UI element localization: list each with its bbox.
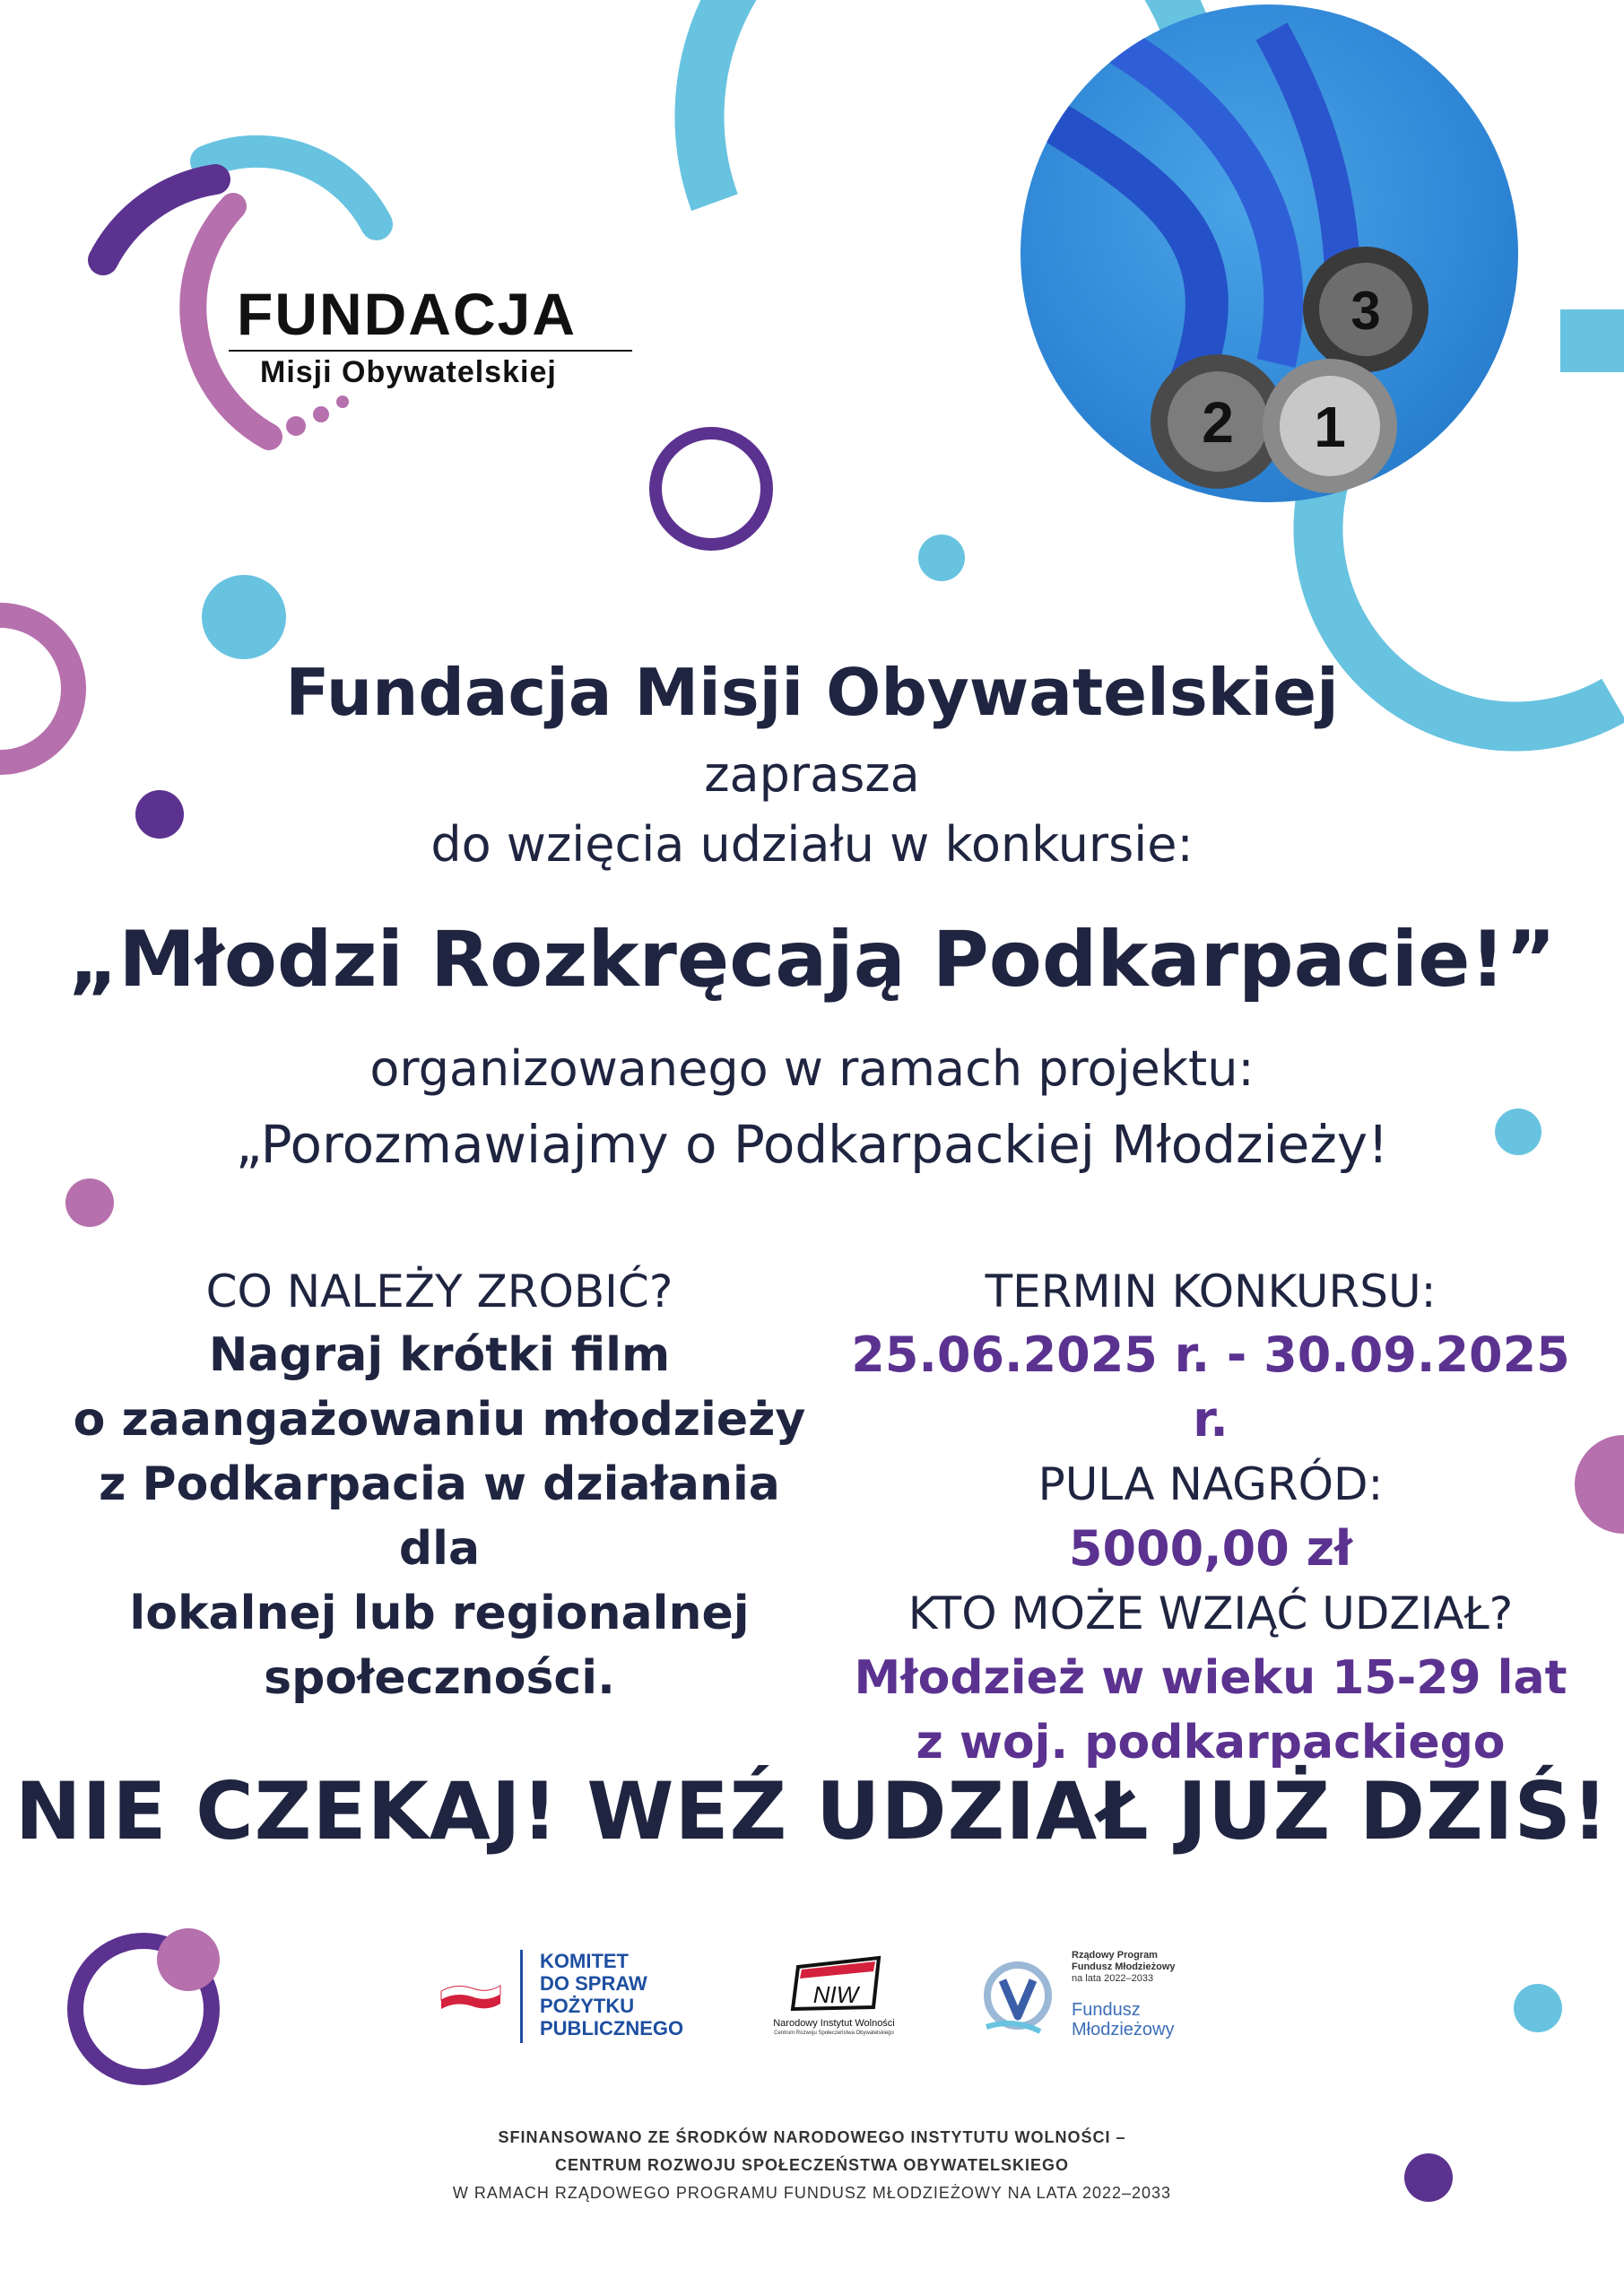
term-label: TERMIN KONKURSU: [985,1265,1437,1318]
logo-underline [229,350,632,352]
logo-dot-1 [286,416,306,436]
svg-text:2: 2 [1202,390,1234,455]
medal-3 [1303,247,1429,372]
blue-dot-4 [1514,1984,1562,2032]
prize-value: 5000,00 zł [1068,1520,1353,1577]
polish-flag-icon [439,1982,502,2009]
purple-ring [656,433,767,544]
task-line-2: o zaangażowaniu młodzieży [73,1393,806,1447]
logo-dot-2 [313,406,329,422]
fundusz-v-icon [977,1955,1058,2040]
task-question: CO NALEŻY ZROBIĆ? [205,1265,673,1318]
organized-text: organizowanego w ramach projektu: [369,1040,1255,1097]
right-blue-bar [1560,309,1624,372]
task-line-4: lokalnej lub regionalnej [129,1587,750,1640]
fundusz-logo [977,1946,1211,2045]
org-name: Fundacja Misji Obywatelskiej [285,655,1339,730]
komitet-logo [439,1946,726,2045]
niw-caption-2: Centrum Rozwoju Społeczeństwa Obywatelskiego [774,2031,894,2036]
right-pink-dot [1575,1435,1624,1534]
svg-text:NIW: NIW [812,1981,859,2008]
term-value: 25.06.2025 r. - 30.09.2025 r. [851,1326,1570,1448]
participate-text: do wzięcia udziału w konkursie: [430,816,1194,873]
niw-caption: Narodowy Instytut Wolności [773,2018,895,2029]
project-title: „Porozmawiajmy o Podkarpackiej Młodzieży! [235,1114,1389,1175]
who-label: KTO MOŻE WZIĄĆ UDZIAŁ? [908,1587,1514,1639]
komitet-divider [520,1950,523,2043]
right-column [843,1260,1578,1775]
left-column [72,1260,807,1710]
svg-text:3: 3 [1350,281,1381,341]
task-line-5: społeczności. [264,1651,615,1705]
blue-dot-2 [202,575,286,659]
cta-text: NIE CZEKAJ! WEŹ UDZIAŁ JUŻ DZIŚ! [14,1765,1610,1857]
niw-mark-icon [780,1953,888,2016]
svg-text:1: 1 [1314,395,1346,459]
invites-text: zaprasza [704,746,920,803]
pink-dot-1 [65,1178,114,1227]
logo-dot-3 [336,396,349,408]
who-line-1: Młodzież w wieku 15-29 lat [854,1651,1568,1705]
footer-line-1: SFINANSOWANO ZE ŚRODKÓW NARODOWEGO INSTYTUTU WOLNOŚCI – [498,2128,1126,2146]
blue-dot-1 [918,535,965,581]
footer-line-3: W RAMACH RZĄDOWEGO PROGRAMU FUNDUSZ MŁODZIEŻOWY NA LATA 2022–2033 [452,2184,1172,2202]
footer-line-2: CENTRUM ROZWOJU SPOŁECZEŃSTWA OBYWATELSKIEGO [554,2156,1069,2174]
medal-1 [1263,359,1397,493]
komitet-text: KOMITET DO SPRAW POŻYTKU PUBLICZNEGO [540,1950,684,2039]
niw-logo [762,1953,906,2043]
logo-title: FUNDACJA [237,281,577,347]
prize-label: PULA NAGRÓD: [1038,1458,1384,1510]
contest-title: „Młodzi Rozkręcają Podkarpacie!” [67,915,1557,1004]
bottom-pink-dot [157,1928,220,1991]
fundusz-name: Fundusz Młodzieżowy [1072,2000,1175,2039]
task-line-3: z Podkarpacia w działania dla [99,1457,780,1576]
who-line-2: z woj. podkarpackiego [916,1716,1506,1770]
logo-subtitle: Misji Obywatelskiej [260,355,557,389]
task-line-1: Nagraj krótki film [208,1328,671,1382]
fundusz-top-text: Rządowy Program Fundusz Młodzieżowy na lata 2022–2033 [1072,1950,1176,1984]
medals-photo [1020,4,1518,502]
medals-illustration [1020,4,1518,502]
